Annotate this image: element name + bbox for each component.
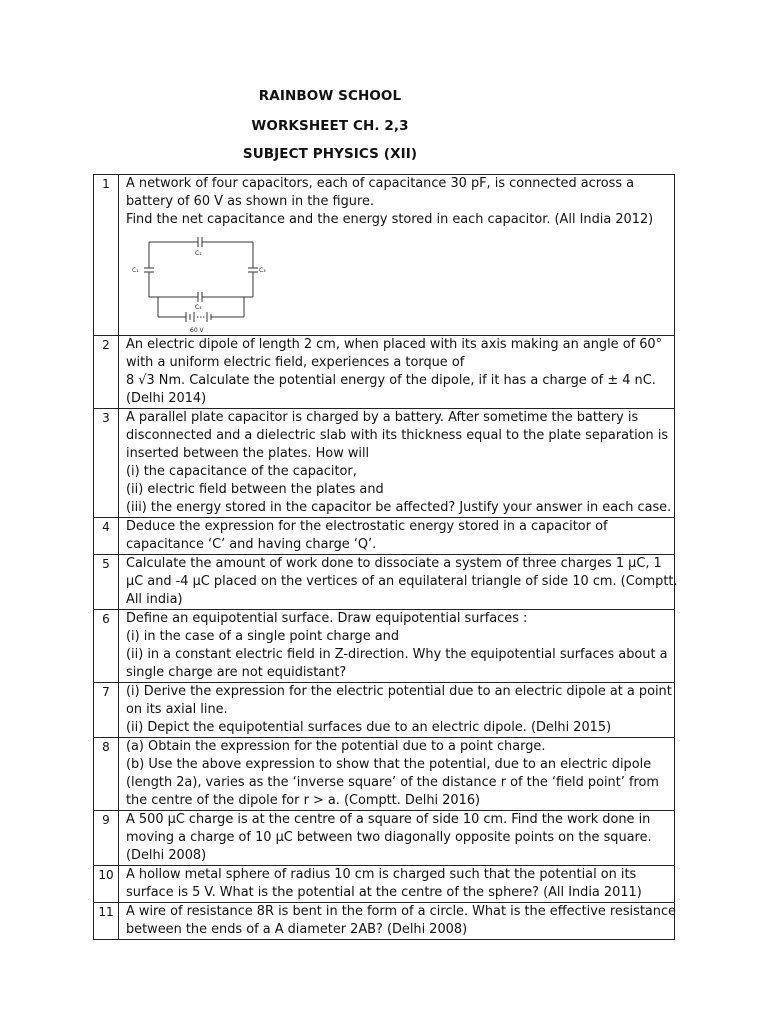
question-number: 1 bbox=[94, 175, 119, 336]
question-line: (Delhi 2014) bbox=[126, 391, 207, 406]
question-line: with a uniform electric field, experiences a torque of bbox=[126, 355, 465, 370]
question-text bbox=[119, 738, 675, 811]
question-line: the centre of the dipole for r > a. (Comptt. Delhi 2016) bbox=[126, 793, 481, 808]
question-line: A wire of resistance 8R is bent in the form of a circle. What is the effective resistance bbox=[126, 904, 676, 919]
question-row bbox=[94, 903, 675, 940]
question-line: on its axial line. bbox=[126, 702, 228, 717]
question-line: A hollow metal sphere of radius 10 cm is charged such that the potential on its bbox=[126, 867, 637, 882]
question-text bbox=[119, 336, 675, 409]
question-line: Deduce the expression for the electrostatic energy stored in a capacitor of bbox=[126, 519, 608, 534]
question-line: between the ends of a A diameter 2AB? (Delhi 2008) bbox=[126, 922, 468, 937]
question-number: 11 bbox=[94, 903, 119, 940]
question-row bbox=[94, 336, 675, 409]
question-line: µC and -4 µC placed on the vertices of an equilateral triangle of side 10 cm. (Comptt. bbox=[126, 574, 678, 589]
question-row bbox=[94, 866, 675, 903]
question-line: battery of 60 V as shown in the figure. bbox=[126, 194, 374, 209]
question-number: 3 bbox=[94, 409, 119, 518]
question-line: (a) Obtain the expression for the potential due to a point charge. bbox=[126, 739, 546, 754]
question-line: Define an equipotential surface. Draw equipotential surfaces : bbox=[126, 611, 528, 626]
question-row bbox=[94, 409, 675, 518]
question-line: surface is 5 V. What is the potential at the centre of the sphere? (All India 2011) bbox=[126, 885, 642, 900]
question-number: 5 bbox=[94, 555, 119, 610]
question-line: (i) in the case of a single point charge and bbox=[126, 629, 400, 644]
question-line: inserted between the plates. How will bbox=[126, 446, 370, 461]
question-text bbox=[119, 610, 675, 683]
question-line: (ii) electric field between the plates and bbox=[126, 482, 384, 497]
question-line: single charge are not equidistant? bbox=[126, 665, 347, 680]
question-row bbox=[94, 175, 675, 336]
question-text bbox=[119, 683, 675, 738]
question-row bbox=[94, 555, 675, 610]
question-line: All india) bbox=[126, 592, 183, 607]
question-line: (b) Use the above expression to show that the potential, due to an electric dipole bbox=[126, 757, 652, 772]
question-line: (ii) Depict the equipotential surfaces due to an electric dipole. (Delhi 2015) bbox=[126, 720, 612, 735]
question-line: A parallel plate capacitor is charged by a battery. After sometime the battery is bbox=[126, 410, 639, 425]
question-line: A 500 µC charge is at the centre of a square of side 10 cm. Find the work done in bbox=[126, 812, 651, 827]
question-number: 9 bbox=[94, 811, 119, 866]
question-line: capacitance ‘C’ and having charge ‘Q’. bbox=[126, 537, 377, 552]
question-line: (iii) the energy stored in the capacitor be affected? Justify your answer in each case. bbox=[126, 500, 672, 515]
question-line: (ii) in a constant electric field in Z-direction. Why the equipotential surfaces about a bbox=[126, 647, 668, 662]
questions-table bbox=[93, 174, 678, 940]
question-line: A network of four capacitors, each of capacitance 30 pF, is connected across a bbox=[126, 176, 635, 191]
worksheet-title: WORKSHEET CH. 2,3 bbox=[251, 118, 409, 134]
question-text bbox=[119, 175, 675, 336]
label-c1: C₁ bbox=[132, 267, 139, 274]
question-number: 8 bbox=[94, 738, 119, 811]
question-row bbox=[94, 610, 675, 683]
question-number: 4 bbox=[94, 518, 119, 555]
question-row bbox=[94, 811, 675, 866]
question-row bbox=[94, 518, 675, 555]
subject-title: SUBJECT PHYSICS (XII) bbox=[242, 146, 418, 162]
question-number: 6 bbox=[94, 610, 119, 683]
question-line: disconnected and a dielectric slab with its thickness equal to the plate separation is bbox=[126, 428, 669, 443]
question-line: (i) the capacitance of the capacitor, bbox=[126, 464, 357, 479]
label-c3: C₃ bbox=[259, 267, 266, 274]
question-text bbox=[119, 903, 675, 940]
label-c4: C₄ bbox=[195, 304, 202, 311]
question-text bbox=[119, 518, 675, 555]
question-line: Find the net capacitance and the energy stored in each capacitor. (All India 2012) bbox=[126, 212, 654, 227]
question-number: 7 bbox=[94, 683, 119, 738]
question-line: 8 √3 Nm. Calculate the potential energy of the dipole, if it has a charge of ± 4 nC. bbox=[126, 373, 656, 388]
question-text bbox=[119, 811, 675, 866]
question-text bbox=[119, 409, 675, 518]
question-line: moving a charge of 10 µC between two diagonally opposite points on the square. bbox=[126, 830, 652, 845]
question-row bbox=[94, 738, 675, 811]
label-c2: C₂ bbox=[195, 250, 202, 257]
question-number: 10 bbox=[94, 866, 119, 903]
question-line: (Delhi 2008) bbox=[126, 848, 207, 863]
question-text bbox=[119, 866, 675, 903]
school-name: RAINBOW SCHOOL bbox=[258, 88, 402, 104]
questions-table-body bbox=[94, 175, 678, 940]
question-number: 2 bbox=[94, 336, 119, 409]
capacitor-circuit-figure bbox=[131, 235, 276, 335]
question-line: An electric dipole of length 2 cm, when placed with its axis making an angle of 60° bbox=[126, 337, 663, 352]
question-line: Calculate the amount of work done to dissociate a system of three charges 1 µC, 1 bbox=[126, 556, 662, 571]
label-battery: 60 V bbox=[190, 327, 204, 334]
question-line: (i) Derive the expression for the electric potential due to an electric dipole at a point bbox=[126, 684, 672, 699]
question-row bbox=[94, 683, 675, 738]
question-text bbox=[119, 555, 678, 610]
question-line: (length 2a), varies as the ‘inverse square’ of the distance r of the ‘field point’ from bbox=[126, 775, 659, 790]
